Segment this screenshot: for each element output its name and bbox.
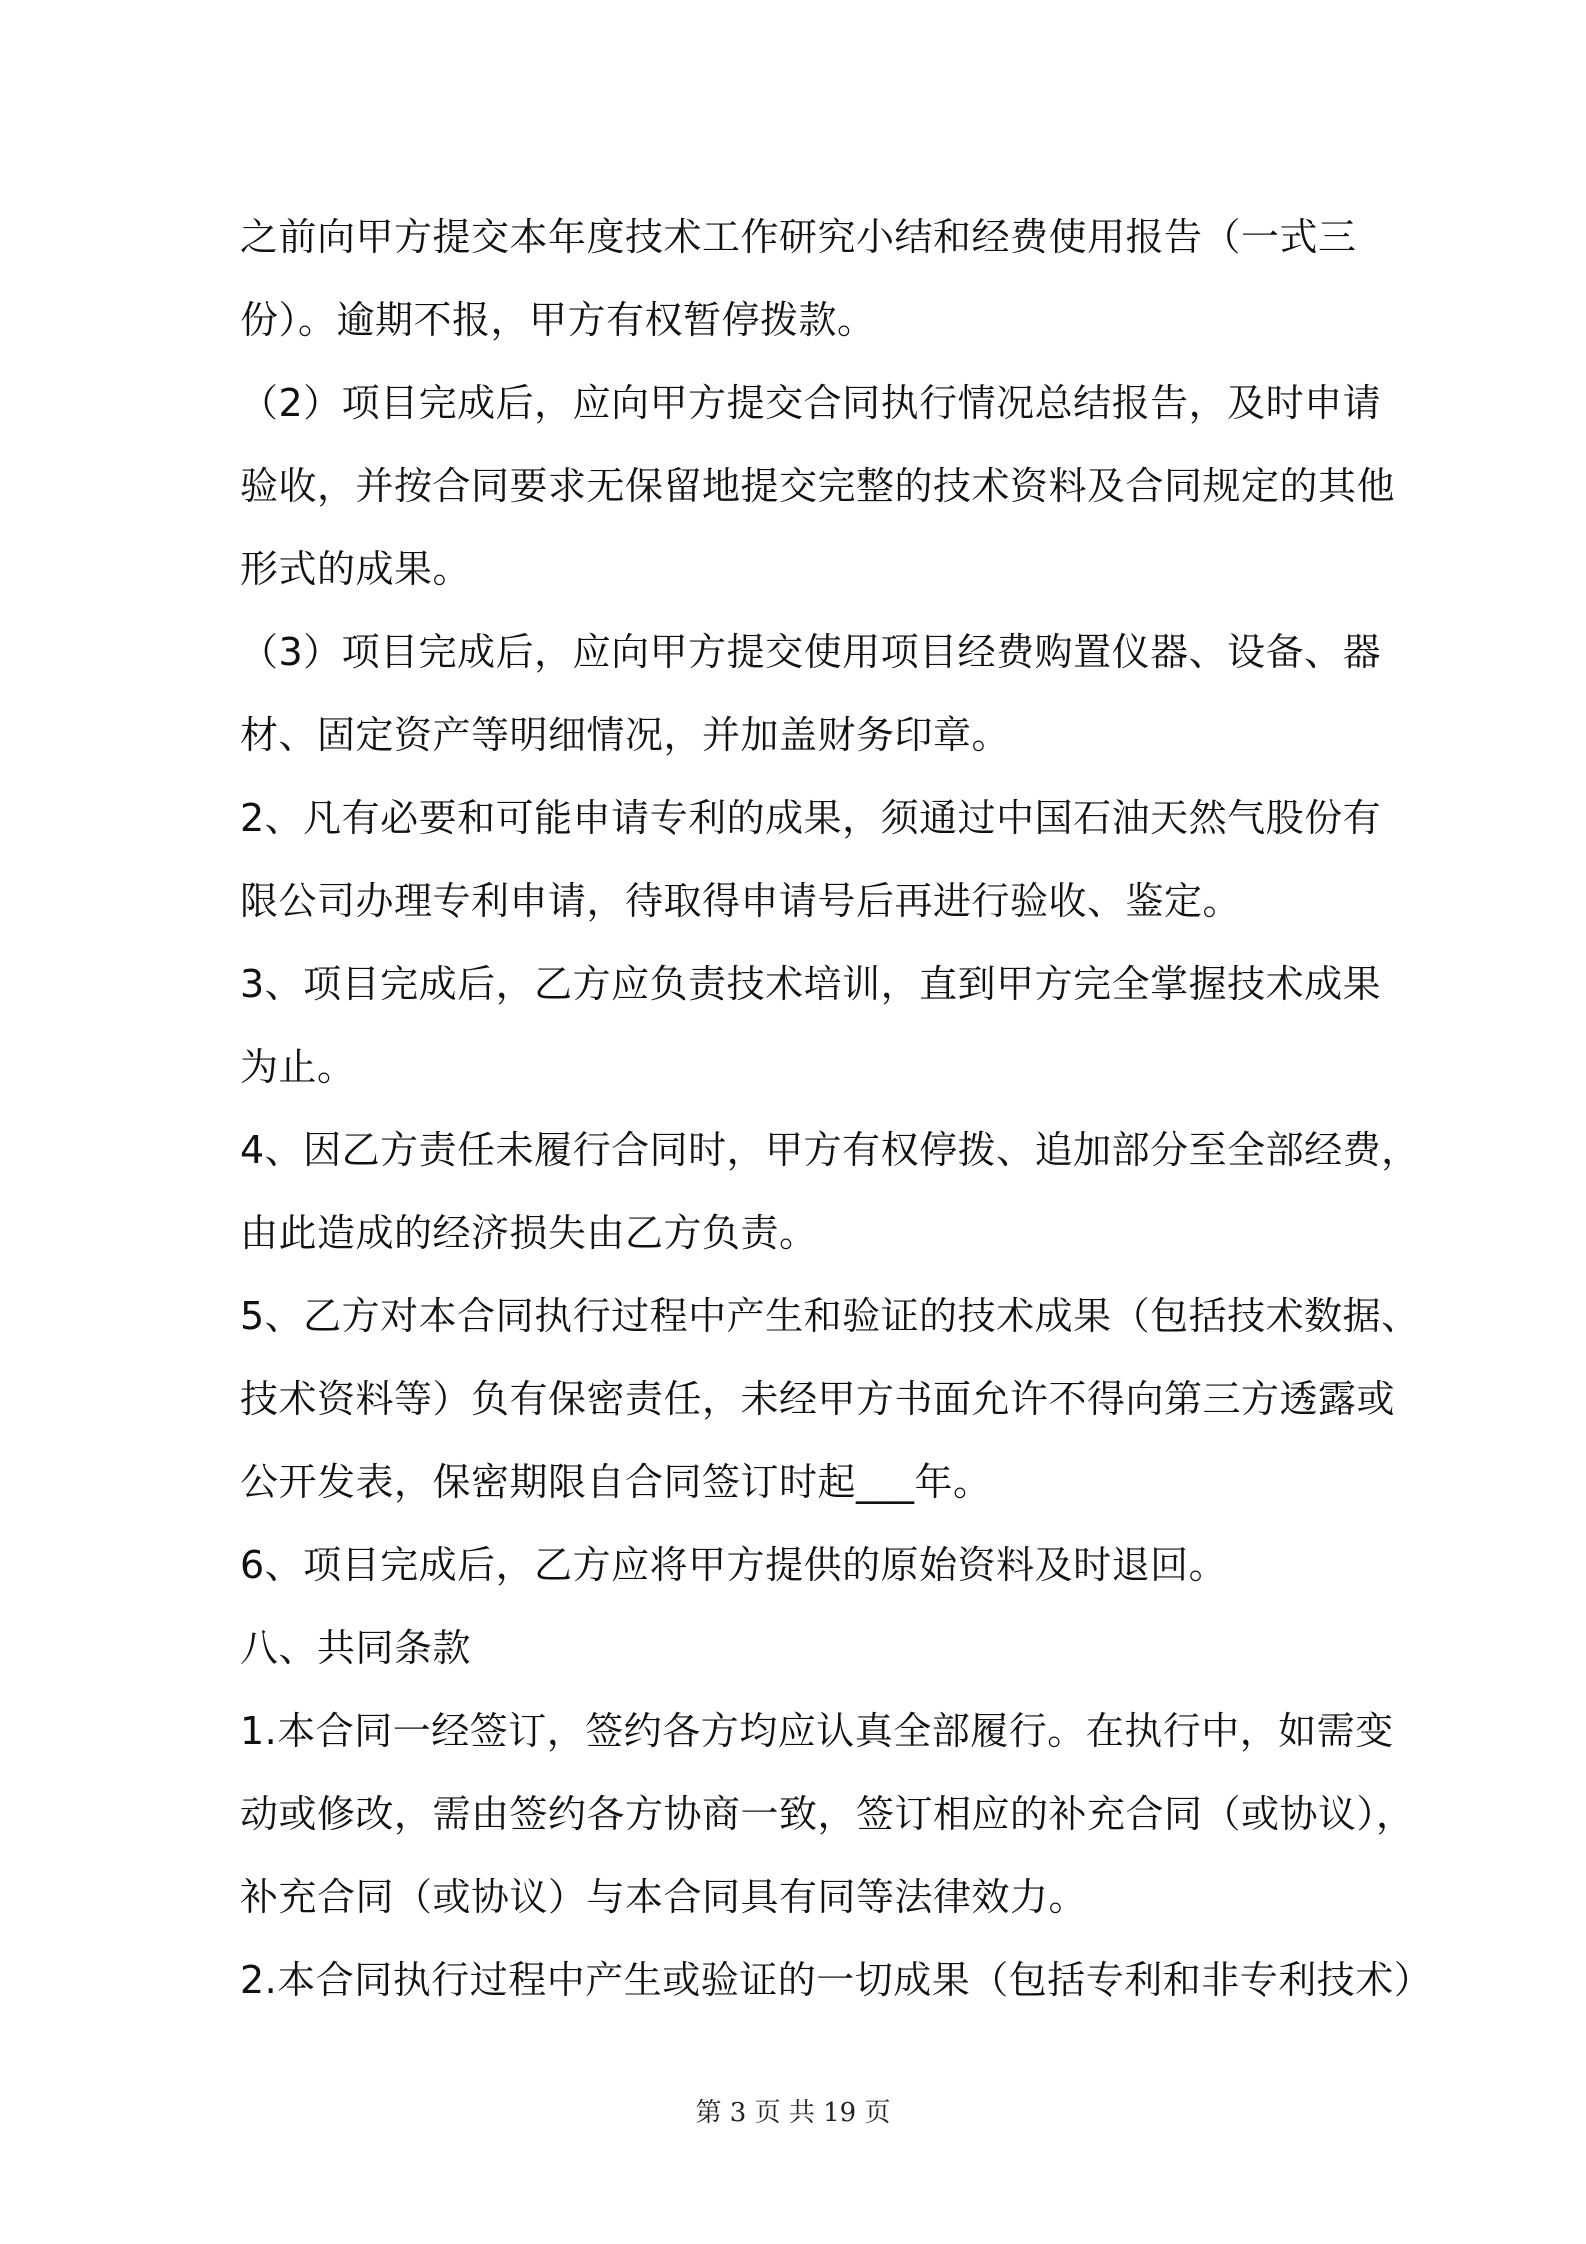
text-line: 2.本合同执行过程中产生或验证的一切成果（包括专利和非专利技术） xyxy=(240,1958,1433,2002)
document-body xyxy=(240,196,1433,2022)
text-line: 形式的成果。 xyxy=(240,547,472,591)
page-number-footer: 第 3 页 共 19 页 xyxy=(695,2098,891,2128)
text-line: 4、因乙方责任未履行合同时，甲方有权停拨、追加部分至全部经费， xyxy=(240,1128,1420,1172)
text-line: 补充合同（或协议）与本合同具有同等法律效力。 xyxy=(240,1875,1088,1919)
text-line: 技术资料等）负有保密责任，未经甲方书面允许不得向第三方透露或 xyxy=(240,1377,1396,1421)
text-line: 份）。逾期不报，甲方有权暂停拨款。 xyxy=(240,298,876,342)
text-line: 3、项目完成后，乙方应负责技术培训，直到甲方完全掌握技术成果 xyxy=(240,962,1382,1006)
text-line: 公开发表，保密期限自合同签订时起___年。 xyxy=(240,1460,992,1504)
text-line: 6、项目完成后，乙方应将甲方提供的原始资料及时退回。 xyxy=(240,1543,1228,1587)
text-line: 由此造成的经济损失由乙方负责。 xyxy=(240,1211,818,1255)
text-line: 5、乙方对本合同执行过程中产生和验证的技术成果（包括技术数据、 xyxy=(240,1294,1420,1338)
text-line: 为止。 xyxy=(240,1045,356,1089)
section-heading: 八、共同条款 xyxy=(240,1626,472,1670)
text-line: 限公司办理专利申请，待取得申请号后再进行验收、鉴定。 xyxy=(240,879,1242,923)
text-line: 动或修改，需由签约各方协商一致，签订相应的补充合同（或协议）， xyxy=(240,1792,1415,1836)
text-line: 材、固定资产等明细情况，并加盖财务印章。 xyxy=(240,713,1011,757)
text-line: 1.本合同一经签订，签约各方均应认真全部履行。在执行中，如需变 xyxy=(240,1709,1394,1753)
text-line: 2、凡有必要和可能申请专利的成果，须通过中国石油天然气股份有 xyxy=(240,796,1382,840)
text-line: （2）项目完成后，应向甲方提交合同执行情况总结报告，及时申请 xyxy=(240,381,1382,425)
text-line: 之前向甲方提交本年度技术工作研究小结和经费使用报告（一式三 xyxy=(240,215,1357,259)
text-line: 验收，并按合同要求无保留地提交完整的技术资料及合同规定的其他 xyxy=(240,464,1396,508)
text-line: （3）项目完成后，应向甲方提交使用项目经费购置仪器、设备、器 xyxy=(240,630,1382,674)
